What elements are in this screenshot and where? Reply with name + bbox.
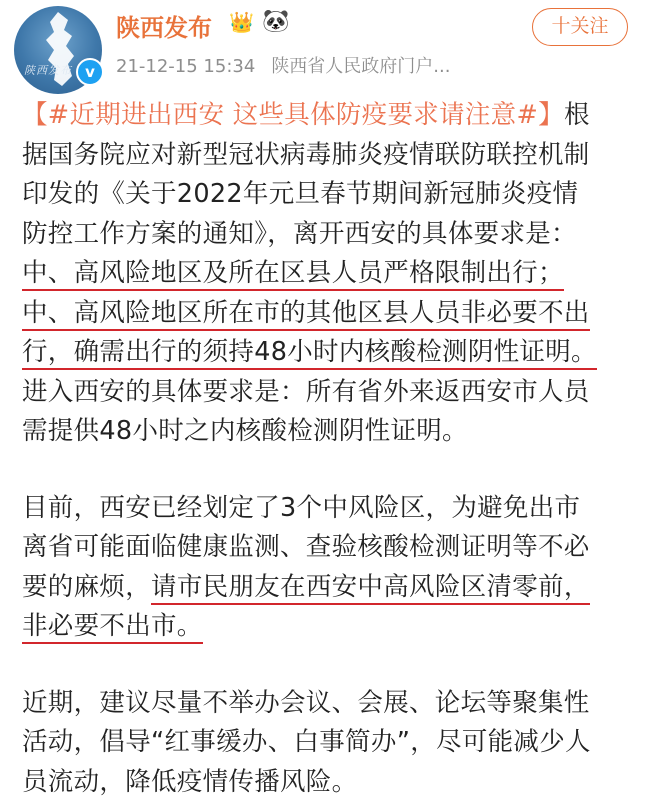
text-line: 员流动，降低疫情传播风险。 <box>22 763 634 802</box>
panda-badge-icon[interactable]: 🐼 <box>262 9 289 34</box>
post-timestamp: 21-12-15 15:34 <box>116 56 255 77</box>
text-line: 进入西安的具体要求是：所有省外来返西安市人员 <box>22 373 634 413</box>
post-content <box>22 96 634 802</box>
text-line <box>22 607 634 647</box>
text-line: 需提供48小时之内核酸检测阴性证明。 <box>22 412 634 452</box>
text-line <box>22 294 634 334</box>
text-line <box>22 568 634 608</box>
text-line <box>22 254 634 294</box>
underlined-text: 请市民朋友在西安中高风险区清零前， <box>151 572 590 605</box>
text-line: 目前，西安已经划定了3个中风险区，为避免出市 <box>22 489 634 529</box>
underlined-text: 非必要不出市。 <box>22 611 203 644</box>
text-line: 近期，建议尽量不举办会议、会展、论坛等聚集性 <box>22 684 634 724</box>
hashtag-link[interactable]: 【#近期进出西安 这些具体防疫要求请注意#】 <box>22 100 564 130</box>
post-meta <box>116 52 450 78</box>
verified-icon: v <box>76 58 104 86</box>
text-line: 据国务院应对新型冠状病毒肺炎疫情联防联控机制 <box>22 136 634 176</box>
follow-button[interactable]: 十关注 <box>532 8 628 46</box>
text-span: 要的麻烦， <box>22 572 151 602</box>
text-line: 印发的《关于2022年元旦春节期间新冠肺炎疫情 <box>22 175 634 215</box>
avatar-text: 陕西发布 <box>24 62 72 78</box>
underlined-text: 中、高风险地区及所在区县人员严格限制出行； <box>22 258 564 291</box>
crown-badge-icon[interactable]: 👑 <box>229 10 254 34</box>
account-name[interactable]: 陕西发布 <box>116 8 212 43</box>
underlined-text: 中、高风险地区所在市的其他区县人员非必要不出 <box>22 298 590 331</box>
post-header <box>0 0 650 95</box>
text-line <box>22 96 634 136</box>
post-source[interactable]: 陕西省人民政府门户... <box>271 56 450 77</box>
text-line: 活动，倡导“红事缓办、白事简办”，尽可能减少人 <box>22 723 634 763</box>
text-span: 根 <box>564 100 590 130</box>
underlined-text: 行，确需出行的须持48小时内核酸检测阴性证明。 <box>22 337 597 370</box>
text-line: 防控工作方案的通知》，离开西安的具体要求是： <box>22 215 634 255</box>
text-line <box>22 333 634 373</box>
text-line: 离省可能面临健康监测、查验核酸检测证明等不必 <box>22 528 634 568</box>
